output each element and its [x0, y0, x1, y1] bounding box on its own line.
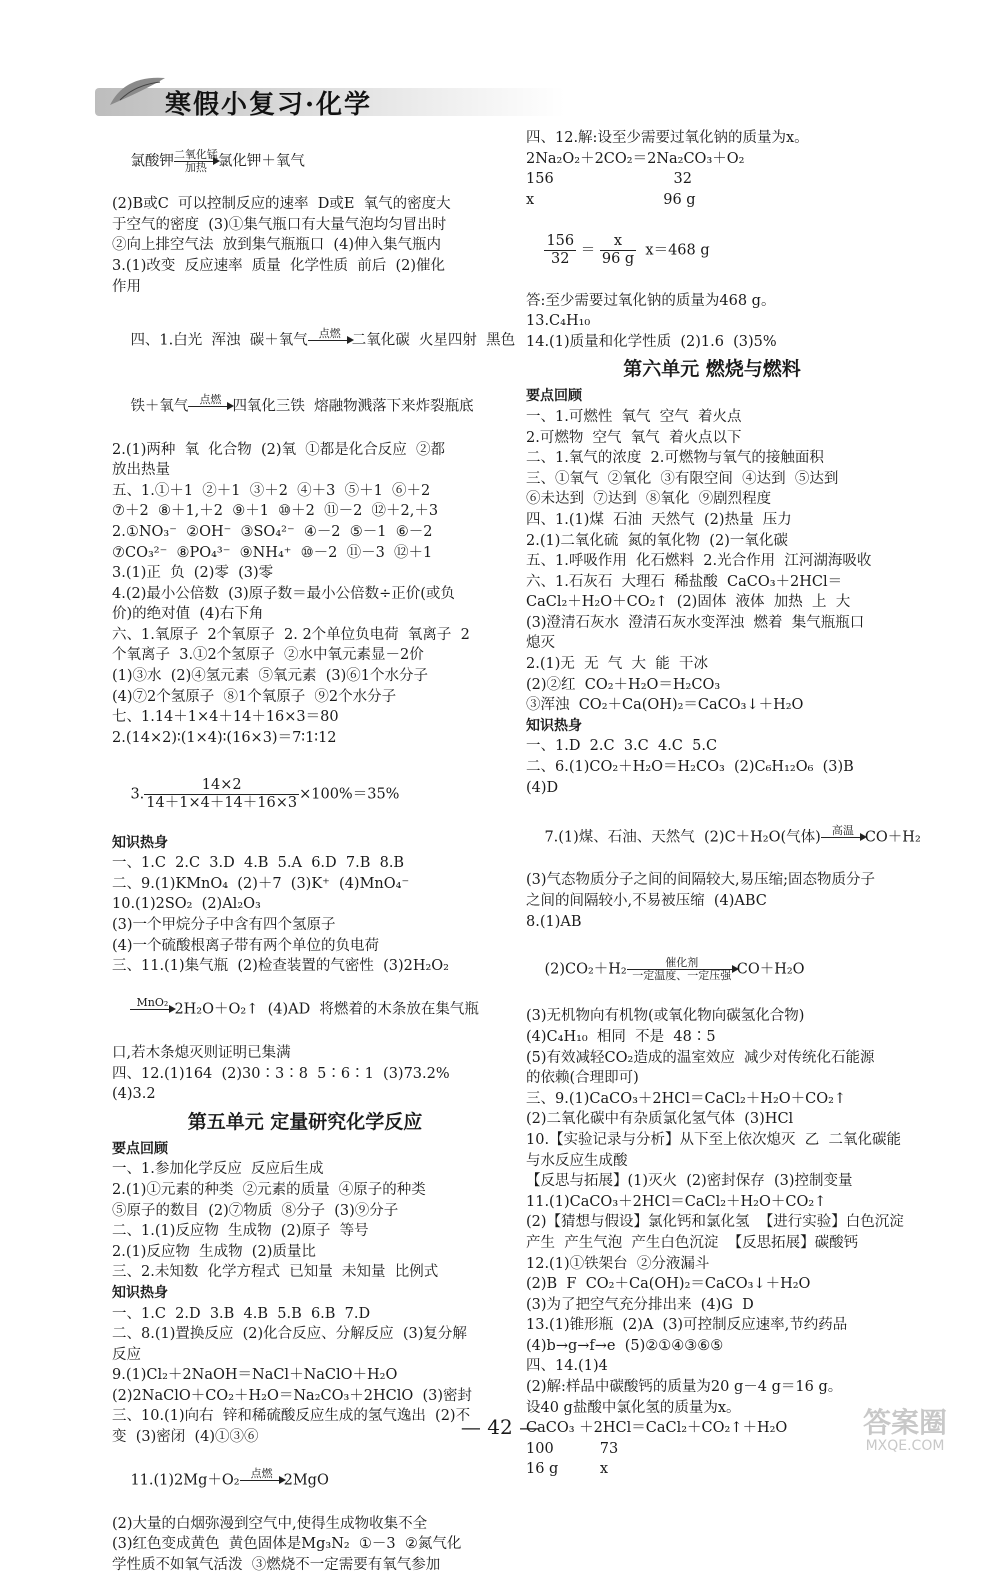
text-line: 三、①氧气 ②氧化 ③有限空间 ④达到 ⑤达到: [526, 470, 839, 487]
text-line: (4)3.2: [112, 1086, 156, 1103]
text-line: (3)为了把空气充分排出来 (4)G D: [526, 1296, 754, 1313]
text-line: 二、8.(1)置换反应 (2)化合反应、分解反应 (3)复分解: [112, 1326, 467, 1343]
text-line: 个氧离子 3.①2个氢原子 ②水中氧元素显－2价: [112, 647, 424, 664]
text-line: (3)一个甲烷分子中含有四个氢原子: [112, 917, 336, 933]
text-line: (3)红色变成黄色 黄色固体是Mg₃N₂ ①－3 ②氮气化: [112, 1536, 462, 1553]
text-line: 一、1.参加化学反应 反应后生成: [112, 1161, 324, 1178]
text-line: 于空气的密度 (3)①集气瓶口有大量气泡均匀冒出时: [112, 216, 447, 233]
text-line: 二、6.(1)CO₂＋H₂O＝H₂CO₃ (2)C₆H₁₂O₆ (3)B: [526, 759, 854, 776]
page-number: — 42 —: [460, 1415, 540, 1439]
fraction-line: $\frac{156}{32}$ ＝ $\frac{x}{96 g}$ x＝468 g: [546, 232, 710, 267]
text-line: 六、1.氧原子 2个氧原子 2. 2个单位负电荷 氧离子 2: [112, 626, 470, 643]
text-line: 13.C₄H₁₀: [526, 313, 591, 330]
text-line: 四、12.解:设至少需要过氧化钠的质量为x。: [526, 130, 809, 146]
text-line: (2)解:样品中碳酸钙的质量为20 g－4 g＝16 g。: [526, 1379, 843, 1396]
equation-line: MnO₂ 2H₂O＋O₂↑ (4)AD 将燃着的木条放在集气瓶: [112, 977, 498, 1043]
text-line: (2)二氧化碳中有杂质氯化氢气体 (3)HCl: [526, 1111, 794, 1128]
text-line: 2.(1)二氧化硫 氮的氧化物 (2)一氧化碳: [526, 532, 788, 549]
text-line: 2.(1)无 无 气 大 能 干冰: [526, 656, 708, 673]
unit5-title: 第五单元 定量研究化学反应: [187, 1110, 423, 1133]
text-line: 熄灭: [526, 635, 555, 652]
unit6-title: 第六单元 燃烧与燃料: [623, 358, 801, 381]
text-line: 三、11.(1)集气瓶 (2)检查装置的气密性 (3)2H₂O₂: [112, 958, 449, 975]
text-line: 反应: [112, 1346, 141, 1363]
text-line: CaCl₂＋H₂O＋CO₂↑ (2)固体 液体 加热 上 大: [526, 594, 851, 611]
text-line: 3.(1)正 负 (2)零 (3)零: [112, 565, 274, 582]
text-line: (5)有效减轻CO₂造成的温室效应 减少对传统化石能源: [526, 1049, 875, 1066]
text-line: 三、9.(1)CaCO₃＋2HCl＝CaCl₂＋H₂O＋CO₂↑: [526, 1090, 847, 1107]
text-line: 10.【实验记录与分析】从下至上依次熄灭 乙 二氧化碳能: [526, 1131, 901, 1148]
text-line: (4)D: [526, 779, 559, 796]
text-line: 与水反应生成酸: [526, 1152, 628, 1169]
subheading-knowledge: 知识热身: [526, 717, 582, 734]
text-line: 2.可燃物 空气 氧气 着火点以下: [526, 429, 742, 446]
text-line: 2.①NO₃⁻ ②OH⁻ ③SO₄²⁻ ④－2 ⑤－1 ⑥－2: [112, 523, 433, 540]
equation-line: 7.(1)煤、石油、天然气 (2)C＋H₂O(气体) 高温 CO＋H₂: [544, 823, 921, 846]
text-line: 16 g x: [526, 1461, 609, 1478]
equation-line: (2)CO₂＋H₂ 催化剂 一定温度、一定压强 CO＋H₂O: [544, 955, 805, 982]
text-line: 11.(1)CaCO₃＋2HCl＝CaCl₂＋H₂O＋CO₂↑: [526, 1193, 827, 1210]
text-line: 二、9.(1)KMnO₄ (2)＋7 (3)K⁺ (4)MnO₄⁻: [112, 875, 410, 892]
text-line: 9.(1)Cl₂＋2NaOH＝NaCl＋NaClO＋H₂O: [112, 1367, 398, 1384]
text-line: 三、2.未知数 化学方程式 已知量 未知量 比例式: [112, 1264, 439, 1281]
text-line: 五、1.呼吸作用 化石燃料 2.光合作用 江河湖海吸收: [526, 553, 872, 570]
text-line: 学性质不如氧气活泼 ③燃烧不一定需要有氧气参加: [112, 1557, 441, 1574]
text-line: 8.(1)AB: [526, 913, 582, 930]
text-line: 12.(1)①铁架台 ②分液漏斗: [526, 1255, 710, 1272]
equation-line: 四、1.白光 浑浊 碳＋氧气 点燃 二氧化碳 火星四射 黑色: [130, 326, 516, 349]
text-line: 四、14.(1)4: [526, 1358, 608, 1375]
text-line: 二、1.氧气的浓度 2.可燃物与氧气的接触面积: [526, 450, 824, 467]
equation-line: 11.(1)2Mg＋O₂ 点燃 2MgO: [130, 1467, 329, 1489]
text-line: (1)③水 (2)④氢元素 ⑤氧元素 (3)⑥1个水分子: [112, 668, 428, 685]
text-line: 口,若木条熄灭则证明已集满: [112, 1044, 291, 1061]
text-line: 13.(1)锥形瓶 (2)A (3)可控制反应速率,节约药品: [526, 1317, 848, 1334]
page-header: [95, 70, 565, 120]
text-line: (4)⑦2个氢原子 ⑧1个氧原子 ⑨2个水分子: [112, 688, 397, 705]
text-line: 四、12.(1)164 (2)30∶3∶8 5∶6∶1 (3)73.2%: [112, 1065, 450, 1082]
text-line: 3.(1)改变 反应速率 质量 化学性质 前后 (2)催化: [112, 257, 446, 274]
fraction-line: 3. $\frac{14\times 2}{14+1\times 4+14+16\times 3}$ ×100%＝35%: [130, 777, 400, 812]
text-line: ②向上排空气法 放到集气瓶瓶口 (4)伸入集气瓶内: [112, 237, 441, 254]
equation-line: 铁＋氧气 点燃 四氧化三铁 熔融物溅落下来炸裂瓶底: [130, 392, 474, 415]
text-line: 之间的间隔较小,不易被压缩 (4)ABC: [526, 893, 767, 909]
text-line: 2Na₂O₂＋2CO₂＝2Na₂CO₃＋O₂: [526, 150, 745, 167]
subheading-review: 要点回顾: [112, 1140, 168, 1157]
text-line: (3)气态物质分子之间的间隔较大,易压缩;固态物质分子: [526, 872, 876, 889]
watermark-logo: [830, 1400, 980, 1455]
text-line: 答:至少需要过氧化钠的质量为468 g。: [526, 292, 776, 309]
text-line: 六、1.石灰石 大理石 稀盐酸 CaCO₃＋2HCl＝: [526, 573, 843, 590]
text-line: 100 73: [526, 1440, 619, 1457]
subheading-knowledge: 知识热身: [112, 1284, 168, 1301]
text-line: x 96 g: [526, 191, 696, 208]
subheading-review: 要点回顾: [526, 388, 582, 405]
text-line: 14.(1)质量和化学性质 (2)1.6 (3)5%: [526, 333, 777, 350]
text-line: 四、1.(1)煤 石油 天然气 (2)热量 压力: [526, 511, 792, 528]
text-line: 2.(1)两种 氧 化合物 (2)氧 ①都是化合反应 ②都: [112, 441, 446, 458]
text-line: (4)b→g→f→e (5)②①④③⑥⑤: [526, 1337, 724, 1354]
text-line: 变 (3)密闭 (4)①③⑥: [112, 1429, 259, 1446]
text-line: 2.(1)反应物 生成物 (2)质量比: [112, 1243, 316, 1260]
text-line: 七、1.14＋1×4＋14＋16×3＝80: [112, 709, 339, 726]
text-line: 4.(2)最小公倍数 (3)原子数＝最小公倍数÷正价(或负: [112, 585, 455, 602]
text-line: 放出热量: [112, 462, 170, 479]
text-line: 2.(1)①元素的种类 ②元素的质量 ④原子的种类: [112, 1181, 426, 1198]
text-line: (2)B F CO₂＋Ca(OH)₂＝CaCO₃↓＋H₂O: [526, 1276, 811, 1293]
header-title: 寒假小复习·化学: [165, 90, 373, 120]
text-line: (2)②红 CO₂＋H₂O＝H₂CO₃: [526, 676, 721, 693]
text-line: 价)的绝对值 (4)右下角: [112, 606, 264, 623]
text-line: 三、10.(1)向右 锌和稀硫酸反应生成的氢气逸出 (2)不: [112, 1408, 471, 1425]
left-column: [112, 128, 516, 1576]
text-line: ⑦CO₃²⁻ ⑧PO₄³⁻ ⑨NH₄⁺ ⑩－2 ⑪－3 ⑫＋1: [112, 544, 433, 561]
text-line: 五、1.①＋1 ②＋1 ③＋2 ④＋3 ⑤＋1 ⑥＋2: [112, 482, 431, 499]
text-line: 产生 产生气泡 产生白色沉淀 【反思拓展】碳酸钙: [526, 1234, 859, 1251]
text-line: 156 32: [526, 171, 692, 188]
text-line: (2)大量的白烟弥漫到空气中,使得生成物收集不全: [112, 1515, 428, 1532]
text-line: ⑤原子的数目 (2)⑦物质 ⑧分子 (3)⑨分子: [112, 1202, 399, 1219]
text-line: 设40 g盐酸中氯化氢的质量为x。: [526, 1399, 741, 1416]
text-line: 二、1.(1)反应物 生成物 (2)原子 等号: [112, 1223, 369, 1240]
text-line: ③浑浊 CO₂＋Ca(OH)₂＝CaCO₃↓＋H₂O: [526, 697, 804, 714]
text-line: (2)2NaClO＋CO₂＋H₂O＝Na₂CO₃＋2HClO (3)密封: [112, 1387, 473, 1404]
text-line: CaCO₃ ＋2HCl＝CaCl₂＋CO₂↑＋H₂O: [526, 1420, 788, 1437]
text-line: 一、1.C 2.C 3.D 4.B 5.A 6.D 7.B 8.B: [112, 855, 405, 872]
text-line: 10.(1)2SO₂ (2)Al₂O₃: [112, 896, 261, 913]
text-line: (3)澄清石灰水 澄清石灰水变浑浊 燃着 集气瓶瓶口: [526, 614, 865, 631]
text-line: (2)【猜想与假设】氯化钙和氯化氢 【进行实验】白色沉淀: [526, 1214, 904, 1231]
text-line: 【反思与拓展】(1)灭火 (2)密封保存 (3)控制变量: [526, 1173, 853, 1190]
text-line: 一、1.C 2.D 3.B 4.B 5.B 6.B 7.D: [112, 1305, 371, 1322]
text-line: 一、1.可燃性 氧气 空气 着火点: [526, 408, 742, 425]
text-line: (4)一个硫酸根离子带有两个单位的负电荷: [112, 937, 380, 954]
text-line: ⑥未达到 ⑦达到 ⑧氧化 ⑨剧烈程度: [526, 491, 772, 508]
text-line: (4)C₄H₁₀ 相同 不是 48∶5: [526, 1028, 716, 1045]
text-line: 一、1.D 2.C 3.C 4.C 5.C: [526, 738, 718, 755]
text-line: 2.(14×2)∶(1×4)∶(16×3)＝7∶1∶12: [112, 729, 337, 746]
watermark-sub: MXQE.COM: [865, 1438, 945, 1454]
text-line: (3)无机物向有机物(或氧化物向碳氢化合物): [526, 1008, 805, 1025]
text-line: (2)B或C 可以控制反应的速率 D或E 氧气的密度大: [112, 196, 451, 213]
text-line: ⑦＋2 ⑧＋1,＋2 ⑨＋1 ⑩＋2 ⑪－2 ⑫＋2,＋3: [112, 503, 439, 520]
watermark-text: 答案圈: [862, 1406, 948, 1439]
text-line: 的依赖(合理即可): [526, 1070, 639, 1087]
subheading-knowledge: 知识热身: [112, 834, 168, 851]
equation-line: 氯酸钾 二氧化锰 加热 氯化钾＋氧气: [130, 147, 305, 174]
text-line: 作用: [112, 278, 141, 295]
